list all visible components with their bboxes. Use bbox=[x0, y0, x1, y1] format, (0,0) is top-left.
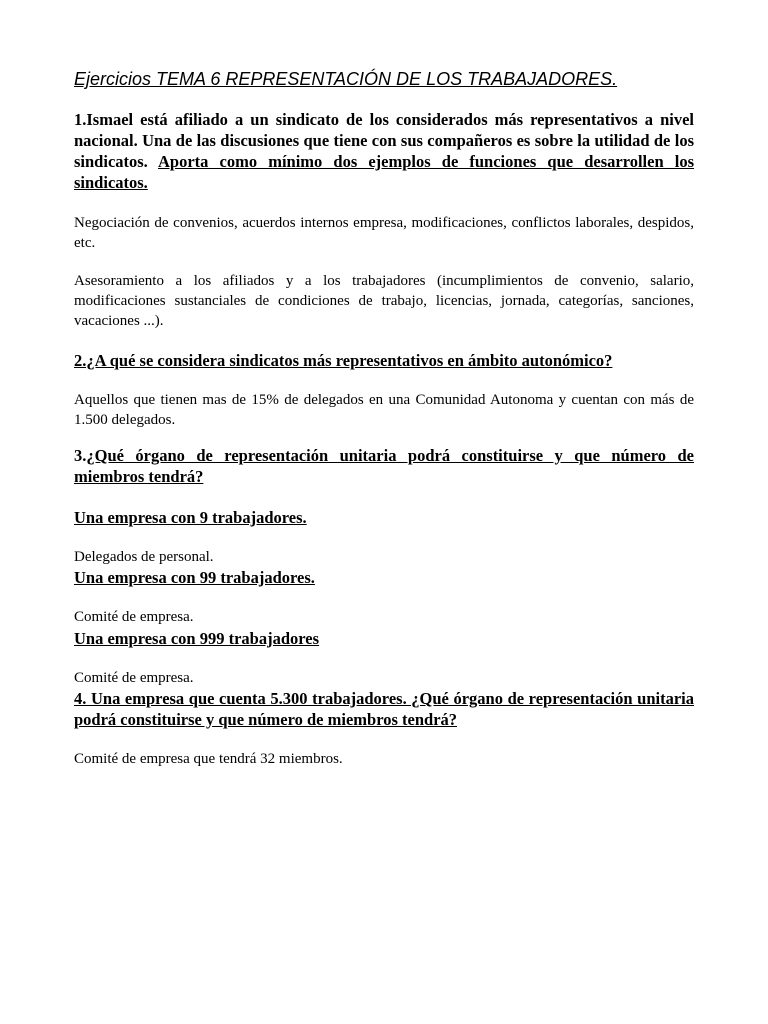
question-1 bbox=[74, 109, 694, 193]
answer-1b: Asesoramiento a los afiliados y a los trabajadores (incumplimientos de convenio, salario, modificaciones sustanciales de condiciones de trabajo, licencias, jornada, categorías, sanciones, vacaciones ...). bbox=[74, 273, 694, 329]
answer-1a: Negociación de convenios, acuerdos internos empresa, modificaciones, conflictos laborales, despidos, etc. bbox=[74, 215, 694, 251]
case-999-workers: Una empresa con 999 trabajadores bbox=[74, 629, 320, 648]
question-3-prefix: 3. bbox=[74, 446, 87, 465]
document-body bbox=[74, 68, 694, 769]
answer-4: Comité de empresa que tendrá 32 miembros. bbox=[74, 751, 343, 767]
answer-case-999: Comité de empresa. bbox=[74, 670, 194, 686]
case-9-workers: Una empresa con 9 trabajadores. bbox=[74, 508, 307, 527]
question-1-text: 1.Ismael está afiliado a un sindicato de los considerados más representativos a nivel nacional. Una de las discusiones que tiene con sus compañeros es sobre la utilidad de los sindicatos. bbox=[74, 110, 694, 171]
answer-2: Aquellos que tienen mas de 15% de delegados en una Comunidad Autonoma y cuentan con más de 1.500 delegados. bbox=[74, 392, 694, 428]
question-1-emphasis: Aporta como mínimo dos ejemplos de funciones que desarrollen los sindicatos. bbox=[74, 152, 694, 192]
question-3-text: ¿Qué órgano de representación unitaria podrá constituirse y que número de miembros tendrá? bbox=[74, 446, 694, 486]
answer-case-9: Delegados de personal. bbox=[74, 549, 214, 565]
answer-case-99: Comité de empresa. bbox=[74, 609, 194, 625]
question-3 bbox=[74, 445, 694, 487]
page-title: Ejercicios TEMA 6 REPRESENTACIÓN DE LOS TRABAJADORES. bbox=[74, 69, 618, 89]
case-99-workers: Una empresa con 99 trabajadores. bbox=[74, 568, 315, 587]
question-2: 2.¿A qué se considera sindicatos más representativos en ámbito autonómico? bbox=[74, 351, 613, 370]
question-4: 4. Una empresa que cuenta 5.300 trabajadores. ¿Qué órgano de representación unitaria podrá constituirse y que número de miembros tendrá? bbox=[74, 689, 694, 729]
